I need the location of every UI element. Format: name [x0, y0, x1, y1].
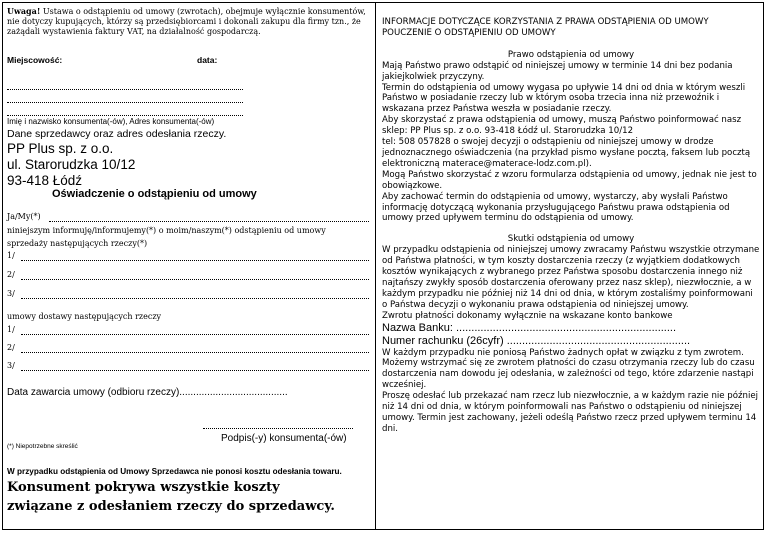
consumer-notice — [7, 6, 367, 37]
notice-label: Uwaga! — [7, 6, 41, 16]
inform-line: niniejszym informuję/informujemy(*) o moim/naszym(*) odstąpieniu od umowy — [7, 226, 326, 235]
delivery-3-line[interactable] — [21, 369, 369, 371]
name-address-label: Imię i nazwisko konsumenta(-ów), Adres konsumenta(-ów) — [7, 117, 215, 126]
item-2-line[interactable] — [21, 278, 369, 280]
item-1-label: 1/ — [7, 251, 15, 260]
date-label: data: — [197, 55, 218, 65]
signature-label: Podpis(-y) konsumenta(-ów) — [221, 433, 347, 444]
bank-name-field[interactable]: Nazwa Banku: ........................................................................ — [382, 321, 677, 334]
notice-text: Ustawa o odstąpieniu od umowy (zwrotach), obejmuje wyłącznie konsumentów, nie dotyczy kupujących, którzy są przedsiębiorcami i dokonali zakupu dla firmy tzn., że zażądali wystawienia faktury VAT, na działalność gospodarczą. — [7, 7, 366, 36]
delivery-2-label: 2/ — [7, 343, 15, 352]
item-2-label: 2/ — [7, 270, 15, 279]
account-number-field[interactable]: Numer rachunku (26cyfr) ............................................................ — [382, 334, 691, 347]
refund-terms-text: W każdym przypadku nie poniosą Państwo żadnych opłat w związku z tym zwrotem. Możemy wstrzymać się ze zwrotem płatności do czasu otrzymania rzeczy lub do czasu dostarczenia nam dowodu jej odesłania, w zależności od tego, które zdarzenie nastąpi wcześniej. Proszę odesłać lub przekazać nam rzecz lub niezwłocznie, a w każdym razie nie później niż 14 dni od dnia, w którym poinformowali nas Państwo o odstąpieniu od niniejszej umowy. Termin jest zachowany, jeżeli odeślą Państwo rzecz przed upływem terminu 14 dni. — [382, 347, 759, 434]
seller-name: PP Plus sp. z o.o. — [7, 141, 114, 156]
name-line-2[interactable] — [7, 101, 243, 103]
signature-line[interactable] — [203, 427, 353, 429]
address-line[interactable] — [7, 114, 243, 116]
statement-title: Oświadczenie o odstąpieniu od umowy — [52, 188, 257, 200]
contract-date-label: Data zawarcia umowy (odbioru rzeczy)....................................... — [7, 387, 288, 398]
column-divider — [375, 2, 376, 530]
ja-my-label: Ja/My(*) — [7, 212, 41, 221]
withdrawal-effects-text: W przypadku odstąpienia od niniejszej umowy zwracamy Państwu wszystkie otrzymane od Państwa płatności, w tym koszty dostarczenia rzeczy (z wyjątkiem dodatkowych kosztów wynikających z wybranego przez Państwa sposobu dostarczenia innego niż najtańszy zwykły sposób dostarczenia oferowany przez nasz sklep), niezwłocznie, a w każdym przypadku nie później niż 14 dni od dnia, w którym zostaliśmy poinformowani o Państwa decyzji o wykonaniu prawa odstąpienia od niniejszej umowy. Zwrotu płatności dokonamy wyłącznie na wskazane konto bankowe — [382, 245, 760, 321]
instruction-header: POUCZENIE O ODSTĄPIENIU OD UMOWY — [382, 27, 556, 38]
seller-cost-note: W przypadku odstąpienia od Umowy Sprzedawca nie ponosi kosztu odesłania towaru. — [7, 467, 342, 476]
delivery-line: umowy dostawy następujących rzeczy — [7, 312, 162, 321]
seller-street: ul. Starorudzka 10/12 — [7, 157, 136, 172]
seller-data-label: Dane sprzedawcy oraz adres odesłania rzeczy. — [7, 128, 227, 140]
city-label: Miejscowość: — [7, 55, 63, 65]
consumer-cost-note: Konsument pokrywa wszystkie koszty związane z odesłaniem rzeczy do sprzedawcy. — [7, 480, 335, 514]
info-header: INFORMACJE DOTYCZĄCE KORZYSTANIA Z PRAWA ODSTĄPIENIA OD UMOWY — [382, 17, 709, 27]
item-3-line[interactable] — [21, 297, 369, 299]
seller-city: 93-418 Łódź — [7, 173, 83, 188]
withdrawal-information-column — [382, 17, 760, 435]
item-3-label: 3/ — [7, 289, 15, 298]
withdrawal-effects-title: Skutki odstąpienia od umowy — [507, 234, 635, 245]
item-1-line[interactable] — [21, 259, 369, 261]
sale-line: sprzedaży następujących rzeczy(*) — [7, 239, 148, 248]
delivery-2-line[interactable] — [21, 351, 369, 353]
delete-note: (*) Niepotrzebne skreślić — [7, 443, 78, 450]
delivery-3-label: 3/ — [7, 361, 15, 370]
delivery-1-label: 1/ — [7, 325, 15, 334]
name-line-1[interactable] — [7, 88, 243, 90]
delivery-1-line[interactable] — [21, 333, 369, 335]
ja-my-line[interactable] — [49, 220, 369, 222]
withdrawal-right-title: Prawo odstąpienia od umowy — [507, 49, 635, 60]
withdrawal-right-text: Mają Państwo prawo odstąpić od niniejszej umowy w terminie 14 dni bez podania jakiejkolwiek przyczyny. Termin do odstąpienia od umowy wygasa po upływie 14 dni od dnia w którym weszli Państwo w posiadanie rzeczy lub w którym osoba trzecia inna niż przewoźnik i wskazana przez Państwa weszła w posiadanie rzeczy. Aby skorzystać z prawa odstąpienia od umowy, muszą Państwo poinformować nasz sklep: PP Plus sp. z o.o. 93-418 Łódź ul. Starorudzka 10/12 tel: 508 057828 o swojej decyzji o odstąpieniu od niniejszej umowy w drodze jednoznacznego oświadczenia (na przykład pismo wysłane pocztą, faksem lub pocztą elektroniczną materace@materace-lodz.com.pl). Mogą Państwo skorzystać z wzoru formularza odstąpienia od umowy, jednak nie jest to obowiązkowe. Aby zachować termin do odstąpienia od umowy, wystarczy, aby wysłali Państwo informację dotyczącą wykonania przysługującego Państwu prawa odstąpienia od umowy przed upływem terminu do odstąpienia od umowy. — [382, 60, 757, 224]
